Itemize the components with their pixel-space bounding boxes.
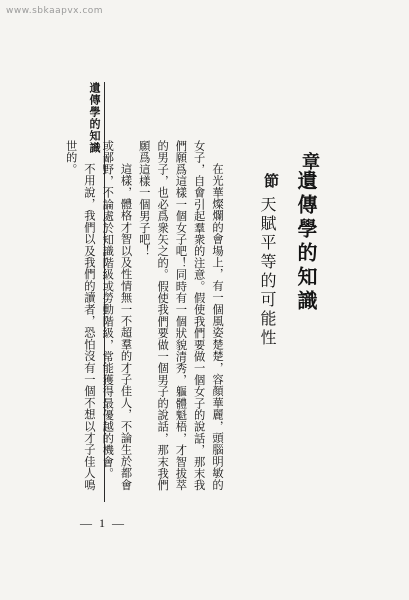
section-label: 節 [264,172,280,190]
chapter-label: 章 [302,152,320,173]
running-header: 遺傳學的知識 [88,82,101,154]
paragraph: 不用說，我們以及我們的讀者，恐怕沒有一個不想以才子佳人鳴世的。 [64,140,96,491]
paragraph: 在光華燦爛的會場上，有一個風姿楚楚，容顏華麗，頭腦明敏的女子，自會引起羣衆的注意。假使我們要做一個女子的說話，那末我們願爲這樣一個女子吧！同時有一個狀貌清秀，軀體魁梧，才智拔萃的男子，也必爲衆矢之的。假使我們要做一個男子的說話，那末我們願爲這樣一個男子吧！ [137,140,224,491]
chapter-title: 遺傳學的知識 [294,170,318,314]
section-title: 天賦平等的可能性 [258,196,277,348]
watermark: www.sbkaapvx.com [6,6,104,16]
paragraph: 這樣，體格才智以及性情無一不超羣的才子佳人，不論生於都會或鄙野，不論處於知識階級或勞動階級，常能獲得最優越的機會。 [101,140,133,491]
page-number: — 1 — [80,516,126,530]
body-text [61,140,226,500]
